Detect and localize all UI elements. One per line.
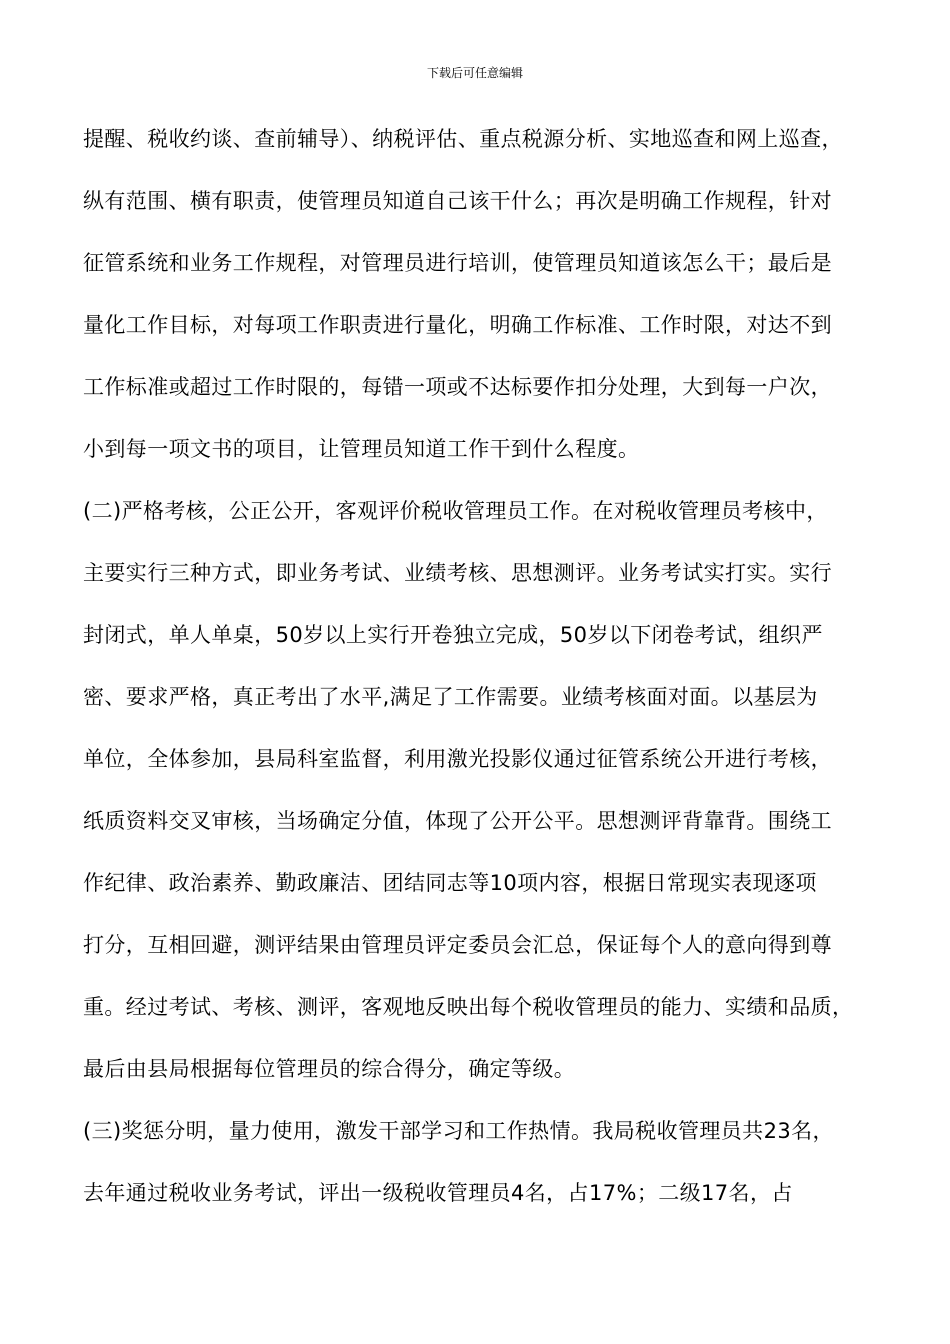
text-line: (三)奖惩分明，量力使用，激发干部学习和工作热情。我局税收管理员共23名， xyxy=(83,1119,834,1143)
text-line: 密、要求严格，真正考出了水平,满足了工作需要。业绩考核面对面。以基层为 xyxy=(83,685,818,709)
text-line: 纸质资料交叉审核，当场确定分值，体现了公开公平。思想测评背靠背。围绕工 xyxy=(83,809,832,833)
text-line: 作纪律、政治素养、勤政廉洁、团结同志等10项内容，根据日常现实表现逐项 xyxy=(83,871,817,895)
text-line: 主要实行三种方式，即业务考试、业绩考核、思想测评。业务考试实打实。实行 xyxy=(83,561,832,585)
document-body xyxy=(83,118,883,1234)
text-line: 量化工作目标，对每项工作职责进行量化，明确工作标准、工作时限，对达不到 xyxy=(83,313,832,337)
text-line: 打分，互相回避，测评结果由管理员评定委员会汇总，保证每个人的意向得到尊 xyxy=(83,933,832,957)
text-line: 最后由县局根据每位管理员的综合得分，确定等级。 xyxy=(83,1057,576,1081)
text-line: (二)严格考核，公正公开，客观评价税收管理员工作。在对税收管理员考核中， xyxy=(83,499,828,523)
text-line: 纵有范围、横有职责，使管理员知道自己该干什么；再次是明确工作规程，针对 xyxy=(83,189,832,213)
text-line: 重。经过考试、考核、测评，客观地反映出每个税收管理员的能力、实绩和品质， xyxy=(83,995,854,1019)
text-line: 去年通过税收业务考试，评出一级税收管理员4名，占17%；二级17名，占 xyxy=(83,1181,793,1205)
text-line: 提醒、税收约谈、查前辅导）、纳税评估、重点税源分析、实地巡查和网上巡查， xyxy=(83,127,843,151)
text-line: 征管系统和业务工作规程，对管理员进行培训，使管理员知道该怎么干；最后是 xyxy=(83,251,832,275)
text-line: 工作标准或超过工作时限的，每错一项或不达标要作扣分处理，大到每一户次， xyxy=(83,375,832,399)
text-line: 小到每一项文书的项目，让管理员知道工作干到什么程度。 xyxy=(83,437,640,461)
text-line: 单位，全体参加，县局科室监督，利用激光投影仪通过征管系统公开进行考核， xyxy=(83,747,832,771)
page-header: 下载后可任意编辑 xyxy=(426,66,523,80)
text-line: 封闭式，单人单桌，50岁以上实行开卷独立完成，50岁以下闭卷考试，组织严 xyxy=(83,623,823,647)
